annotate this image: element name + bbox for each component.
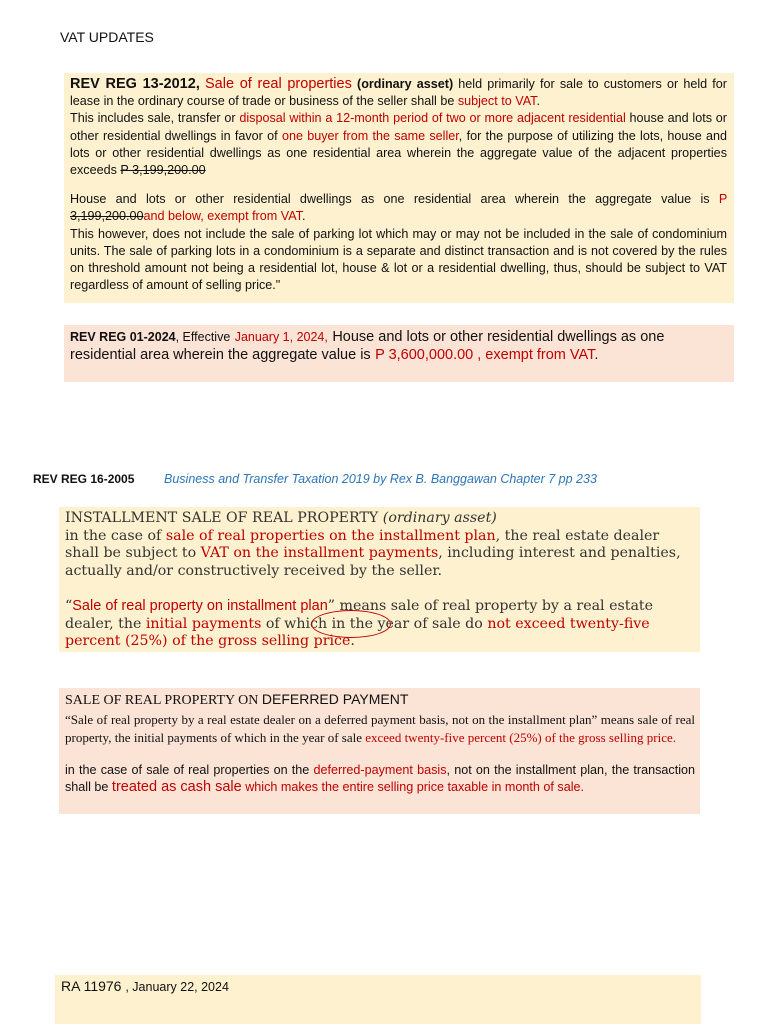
document-title: VAT UPDATES <box>60 29 154 45</box>
entire-price-taxable: which makes the entire selling price taxable in month of sale. <box>245 780 585 794</box>
deferred-p2-text-2: , not on the installment plan, the transaction shall be <box>65 763 695 794</box>
installment-p2-end: . <box>350 633 355 649</box>
installment-plan-phrase: sale of real properties on the installment plan <box>165 527 496 544</box>
ra-11976-date: , January 22, 2024 <box>125 980 229 994</box>
rr13-p2-text-1: This includes sale, transfer or <box>70 111 236 126</box>
rr01-2024-text <box>70 328 730 364</box>
installment-p2-text-1: ” means sale of real property by a real estate dealer, the <box>65 598 654 632</box>
installment-p2-text-2: of which in the year of sale do <box>265 615 483 632</box>
installment-p1-text-1: in the case of <box>65 527 162 544</box>
rr13-paragraph-3 <box>70 191 727 225</box>
rr01-end: . <box>594 347 599 363</box>
rr13-paragraph-1 <box>70 76 727 110</box>
deferred-heading <box>65 691 695 709</box>
deferred-paragraph-2 <box>65 762 695 796</box>
rr13-old-threshold: P 3,199,200.00 <box>120 163 206 178</box>
rr13-paragraph-2 <box>70 110 727 179</box>
rr16-2005-ref: REV REG 16-2005 <box>33 472 135 486</box>
rr13-p3-peso: P <box>718 192 727 207</box>
rr01-2024-box <box>64 325 734 382</box>
deferred-payment-basis: deferred-payment basis <box>313 763 447 777</box>
rr13-p2-text-3: , for the purpose of utilizing the lots, house and lots or other residential dwellings as one residential area wherein the aggregate value of the adjacent properties exceeds <box>70 128 728 178</box>
rr13-2012-box <box>64 73 734 303</box>
installment-definition-term: Sale of real property on installment plan <box>72 598 328 614</box>
rr13-paragraph-4: This however, does not include the sale of parking lot which may or may not be included in the sale of condominium units. The sale of parking lots in a condominium is a separate and distinct transaction and is not covered by the rules on threshold amount not being a residential lot, house & lot or a residential dwelling, thus, should be subject to VAT regardless of amount of selling price." <box>70 226 727 293</box>
initial-payments: initial payments <box>145 615 262 632</box>
circle-annotation <box>311 610 391 638</box>
book-citation: Business and Transfer Taxation 2019 by Rex B. Banggawan Chapter 7 pp 233 <box>164 472 597 486</box>
deferred-heading-1: SALE OF REAL PROPERTY ON <box>65 693 259 708</box>
rr01-effective-date: January 1, 2024, <box>234 330 328 344</box>
rr13-ordinary-asset: (ordinary asset) <box>357 77 454 91</box>
installment-p1-text-2: , the real estate dealer shall be subject to <box>65 527 660 561</box>
rr13-p2-text-2: house and lots or other residential dwellings in favor of <box>70 111 727 143</box>
rr13-2012-text <box>70 76 727 294</box>
installment-heading <box>65 510 695 528</box>
installment-heading-italic: (ordinary asset) <box>382 510 497 526</box>
deferred-payment-text <box>65 691 695 796</box>
deferred-paragraph-1 <box>65 711 695 746</box>
ra-11976-ref: RA 11976 <box>61 978 122 994</box>
rr13-one-buyer: one buyer from the same seller <box>281 128 459 143</box>
installment-paragraph-1 <box>65 528 695 581</box>
rr13-p3-end: . <box>301 209 306 224</box>
installment-p1-text-3: , including interest and penalties, actually and/or constructively received by the seller. <box>65 545 681 579</box>
rr13-sale-real-properties: Sale of real properties <box>205 76 352 92</box>
rr13-p1-text: held primarily for sale to customers or held for lease in the ordinary course of trade or business of the seller shall be <box>70 77 728 109</box>
rr13-subject-to-vat: subject to VAT <box>457 94 537 109</box>
rr13-exempt-from-vat: and below, exempt from VAT <box>143 209 302 224</box>
rr01-ref: REV REG 01-2024 <box>70 330 176 344</box>
vat-installment-payments: VAT on the installment payments <box>200 545 439 561</box>
rr01-effective: , Effective <box>175 330 231 344</box>
rr13-p3-text: House and lots or other residential dwellings as one residential area wherein the aggregate value is <box>70 192 710 207</box>
deferred-p1-text: “Sale of real property by a real estate dealer on a deferred payment basis, not on the installment plan” means sale of real property, the initial payments of which in the year of sale <box>65 712 695 745</box>
not-exceed-25-percent: not exceed twenty-five percent (25%) of the gross selling price <box>65 615 650 649</box>
rr13-p3-old-threshold: 3,199,200.00 <box>70 209 144 224</box>
rr01-exempt-amount: P 3,600,000.00 , exempt from VAT <box>375 347 595 363</box>
rr13-p1-end: . <box>536 94 540 109</box>
ra-11976-box <box>55 975 701 1024</box>
installment-heading-text: INSTALLMENT SALE OF REAL PROPERTY <box>65 510 379 526</box>
deferred-payment-box <box>59 688 700 814</box>
exceed-25-percent: exceed twenty-five percent (25%) of the gross selling price. <box>365 729 677 745</box>
installment-open-quote: “ <box>65 598 73 614</box>
rr13-disposal-12-month: disposal within a 12-month period of two or more adjacent residential <box>239 111 626 126</box>
deferred-p2-text-1: in the case of sale of real properties on the <box>65 763 310 777</box>
rr01-text: House and lots or other residential dwellings as one residential area wherein the aggregate value is <box>70 329 665 363</box>
treated-as-cash-sale: treated as cash sale <box>111 779 242 795</box>
deferred-heading-2: DEFERRED PAYMENT <box>261 691 409 707</box>
ra-11976-text <box>61 978 229 994</box>
rr13-ref: REV REG 13-2012, <box>70 76 200 92</box>
